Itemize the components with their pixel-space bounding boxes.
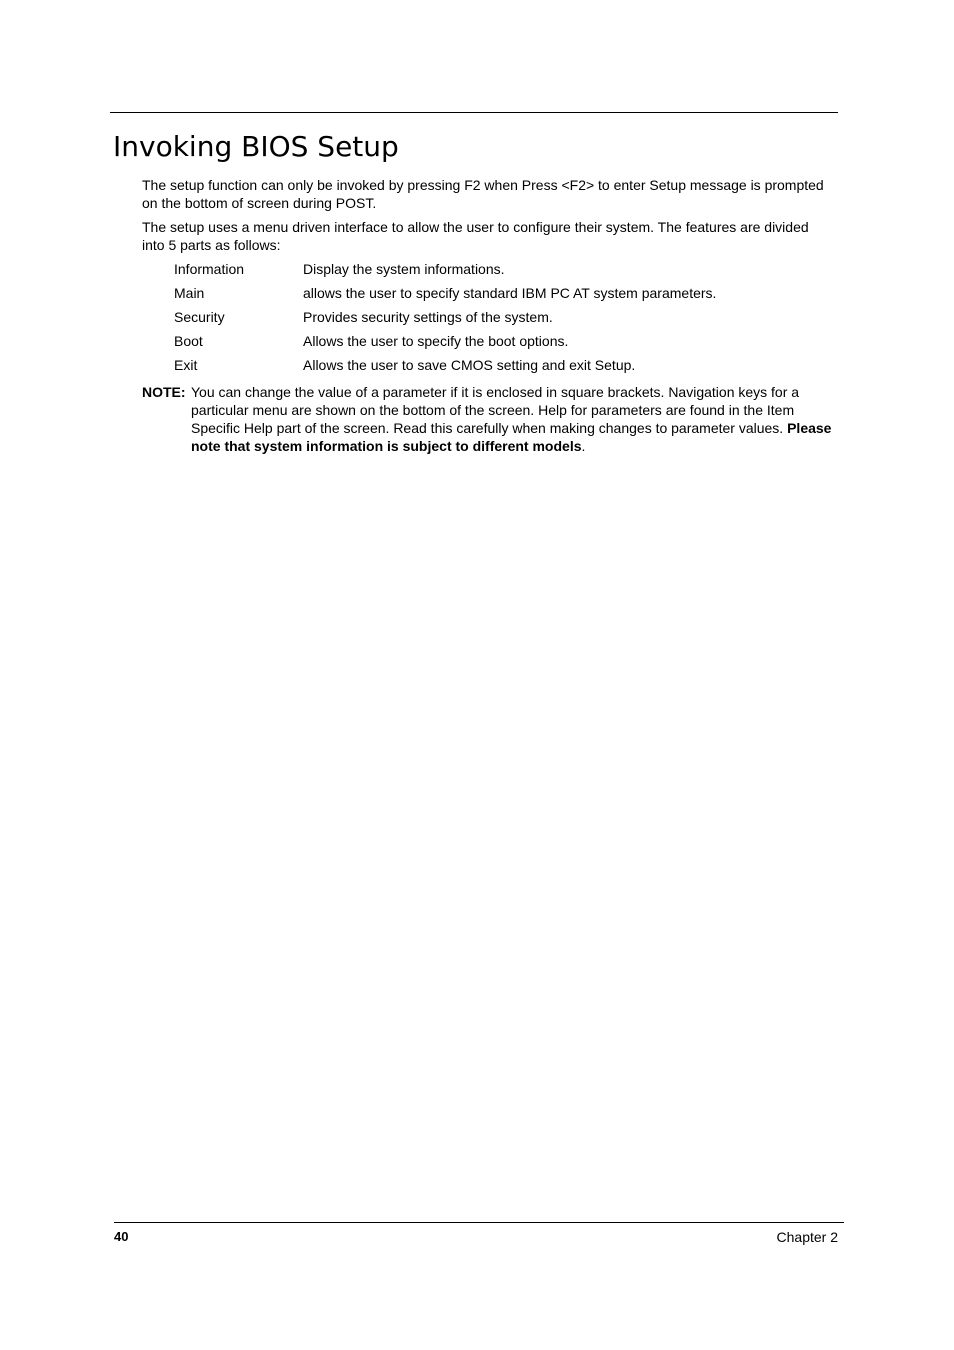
feature-description: Allows the user to specify the boot options. [303, 333, 569, 349]
feature-name: Security [174, 309, 225, 325]
intro-paragraph-1: The setup function can only be invoked by pressing F2 when Press <F2> to enter Setup message is prompted on the bottom of screen during POST. [142, 177, 824, 211]
note-label: NOTE: [142, 384, 186, 400]
feature-description: allows the user to specify standard IBM PC AT system parameters. [303, 285, 717, 301]
feature-description: Provides security settings of the system. [303, 309, 553, 325]
note-body [191, 383, 832, 455]
feature-name: Exit [174, 357, 198, 373]
intro-paragraph-2: The setup uses a menu driven interface to allow the user to configure their system. The features are divided into 5 parts as follows: [142, 219, 809, 253]
feature-list [174, 260, 716, 380]
footer-rule [114, 1222, 844, 1223]
feature-description: Display the system informations. [303, 261, 505, 277]
note-text: You can change the value of a parameter if it is enclosed in square brackets. Navigation keys for a particular menu are shown on the bottom of the screen. Help for parameters are found in the Item Specific Help part of the screen. Read this carefully when making changes to parameter values. [191, 384, 800, 436]
feature-row [174, 260, 716, 284]
page-number: 40 [114, 1229, 129, 1244]
page-title: Invoking BIOS Setup [113, 130, 399, 163]
feature-row [174, 356, 716, 380]
feature-row [174, 308, 716, 332]
feature-row [174, 284, 716, 308]
feature-name: Main [174, 285, 205, 301]
note-emphasis: Please note that system information is subject to different models [191, 420, 832, 454]
header-rule [110, 112, 838, 113]
note-end: . [581, 438, 586, 454]
feature-description: Allows the user to save CMOS setting and exit Setup. [303, 357, 636, 373]
chapter-label: Chapter 2 [776, 1229, 838, 1245]
note-block [142, 383, 832, 455]
feature-row [174, 332, 716, 356]
feature-name: Information [174, 261, 245, 277]
feature-name: Boot [174, 333, 203, 349]
